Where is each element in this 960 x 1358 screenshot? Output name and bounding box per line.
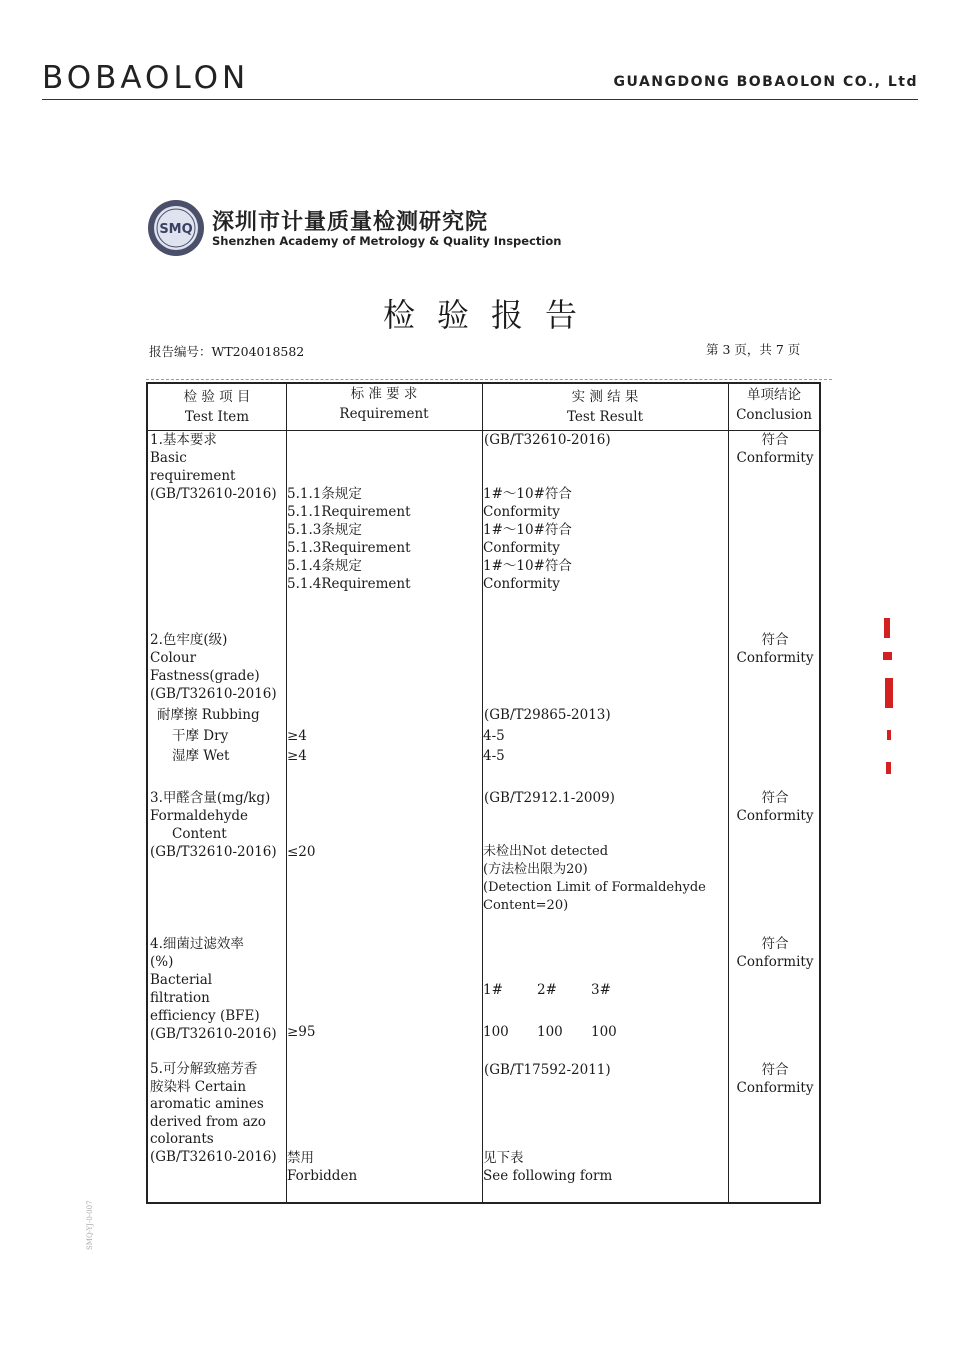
result-standard: (GB/T32610-2016) bbox=[484, 432, 611, 448]
header-divider bbox=[42, 99, 918, 100]
conclusion-cell: 符合 Conformity bbox=[736, 1062, 814, 1096]
sample-label: 3# bbox=[591, 982, 611, 998]
institute-name-en: Shenzhen Academy of Metrology & Quality Inspection bbox=[212, 234, 562, 248]
requirement-aromatic: 禁用 Forbidden bbox=[287, 1150, 358, 1184]
header-conclusion: 单项结论 Conclusion bbox=[736, 387, 812, 423]
requirement-bfe: ≥95 bbox=[287, 1024, 316, 1040]
sub-item-dry: 干摩 Dry bbox=[172, 728, 229, 744]
sub-item-wet: 湿摩 Wet bbox=[172, 748, 230, 764]
column-divider bbox=[728, 384, 729, 1202]
svg-text:SMQ: SMQ bbox=[159, 222, 193, 237]
smq-seal-logo bbox=[147, 199, 205, 257]
conclusion-cell: 符合 Conformity bbox=[736, 432, 814, 466]
requirement-wet: ≥4 bbox=[287, 748, 307, 764]
requirement-formaldehyde: ≤20 bbox=[287, 844, 316, 860]
result-standard: (GB/T17592-2011) bbox=[484, 1062, 611, 1078]
result-formaldehyde: 未检出Not detected (方法检出限为20) (Detection Limit of Formaldehyde Content=20) bbox=[483, 844, 706, 913]
item-aromatic-amines: 5.可分解致癌芳香 胺染料 Certain aromatic amines derived from azo colorants (GB/T32610-2016) bbox=[150, 1061, 277, 1165]
report-title: 检验报告 bbox=[382, 296, 599, 334]
page-indicator: 第 3 页，共 7 页 bbox=[706, 342, 801, 357]
requirement-list: 5.1.1条规定 5.1.1Requirement 5.1.3条规定 5.1.3Requirement 5.1.4条规定 5.1.4Requirement bbox=[287, 486, 411, 592]
header-test-result: 实 测 结 果 Test Result bbox=[566, 389, 644, 425]
institute-name-cn: 深圳市计量质量检测研究院 bbox=[212, 210, 489, 235]
sample-label: 2# bbox=[537, 982, 557, 998]
result-aromatic: 见下表 See following form bbox=[483, 1150, 613, 1184]
bfe-value: 100 bbox=[537, 1024, 563, 1040]
inspection-table bbox=[146, 382, 821, 1204]
item-bfe: 4.细菌过滤效率 (%) Bacterial filtration efficiency (BFE) (GB/T32610-2016) bbox=[150, 936, 277, 1042]
conclusion-cell: 符合 Conformity bbox=[736, 632, 814, 666]
header-test-item: 检 验 项 目 Test Item bbox=[183, 389, 251, 425]
result-standard: (GB/T29865-2013) bbox=[484, 707, 611, 723]
sub-item-rubbing: 耐摩擦 Rubbing bbox=[157, 707, 260, 723]
bfe-value: 100 bbox=[591, 1024, 617, 1040]
result-list: 1#～10#符合 Conformity 1#～10#符合 Conformity 1#～10#符合 Conformity bbox=[483, 486, 572, 592]
requirement-dry: ≥4 bbox=[287, 728, 307, 744]
conclusion-cell: 符合 Conformity bbox=[736, 936, 814, 970]
company-name: GUANGDONG BOBAOLON CO., Ltd bbox=[613, 74, 918, 90]
item-colour-fastness: 2.色牢度(级) Colour Fastness(grade) (GB/T32610-2016) bbox=[150, 632, 277, 702]
result-standard: (GB/T2912.1-2009) bbox=[484, 790, 615, 806]
item-formaldehyde: 3.甲醛含量(mg/kg) Formaldehyde Content (GB/T32610-2016) bbox=[150, 790, 277, 860]
partial-seal-stamp bbox=[882, 612, 894, 782]
item-basic-requirement: 1.基本要求 Basic requirement (GB/T32610-2016) bbox=[150, 432, 277, 502]
bfe-value: 100 bbox=[483, 1024, 509, 1040]
header-requirement: 标 准 要 求 Requirement bbox=[339, 386, 429, 422]
result-wet: 4-5 bbox=[483, 748, 505, 764]
form-code: SMQ-YJ-0-007 bbox=[86, 1200, 94, 1250]
conclusion-cell: 符合 Conformity bbox=[736, 790, 814, 824]
result-dry: 4-5 bbox=[483, 728, 505, 744]
sample-label: 1# bbox=[483, 982, 503, 998]
report-number: 报告编号：WT204018582 bbox=[149, 344, 305, 359]
brand-logo: BOBAOLON bbox=[42, 60, 250, 96]
title-divider bbox=[146, 379, 832, 380]
